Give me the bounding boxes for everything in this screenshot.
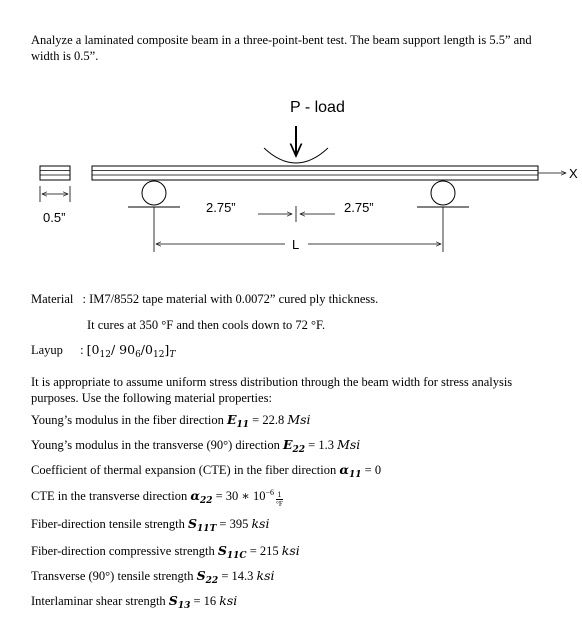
property-value: = 22.8 xyxy=(249,413,288,427)
property-text: CTE in the transverse direction xyxy=(31,489,191,503)
material-text: : IM7/8552 tape material with 0.0072” cured ply thickness. xyxy=(82,292,379,306)
layup-line: Layup : [$0_{12}/$ $90_6/0_{12}]_T$ xyxy=(31,342,176,360)
property-unit: ksi xyxy=(219,593,238,608)
property-value: = 395 xyxy=(216,517,252,531)
property-line xyxy=(31,462,381,478)
property-symbol: $S_{22}$ xyxy=(196,568,219,586)
load-label: P - load xyxy=(290,99,345,116)
cure-text: It cures at 350 °F and then cools down to 72 °F. xyxy=(87,318,326,332)
property-symbol: $E_{11}$ xyxy=(226,412,250,430)
property-text: Coefficient of thermal expansion (CTE) in the fiber direction xyxy=(31,463,340,477)
property-line xyxy=(31,593,237,609)
property-unit: Msi xyxy=(337,437,361,452)
beam-diagram xyxy=(0,0,582,290)
property-symbol: $S_{13}$ xyxy=(168,593,191,611)
property-unit: ksi xyxy=(251,516,270,531)
property-symbol: $E_{22}$ xyxy=(282,437,306,455)
beam xyxy=(92,166,538,180)
beam-cross-section xyxy=(40,166,70,180)
layup-label: Layup xyxy=(31,343,63,357)
material-label: Material xyxy=(31,292,74,306)
property-line: CTE in the transverse direction $\alpha_{22} = 30$ ∗ $10^{-6}$ $\frac{1}{^\circ F}$ xyxy=(31,488,283,508)
property-unit: ksi xyxy=(256,568,275,583)
property-text: Interlaminar shear strength xyxy=(31,594,169,608)
property-unit-fraction: $\frac{1}{^\circ F}$ xyxy=(276,490,283,508)
property-value: = 0 xyxy=(361,463,382,477)
axis-label: X xyxy=(569,166,578,181)
left-support xyxy=(128,181,180,252)
right-support xyxy=(417,181,469,252)
property-symbol: $\alpha_{22}$ xyxy=(190,488,213,506)
assumption-paragraph: It is appropriate to assume uniform stress distribution through the beam width for stress analysis purposes. Use the following material properties: xyxy=(31,375,513,405)
property-value: = 1.3 xyxy=(305,438,338,452)
property-value: = 14.3 xyxy=(218,569,257,583)
intro-paragraph: Analyze a laminated composite beam in a three-point-bent test. The beam support length is 5.5” and width is 0.5”. xyxy=(31,33,532,63)
length-label: L xyxy=(292,237,300,252)
property-line xyxy=(31,412,311,428)
property-symbol: $\alpha_{11}$ xyxy=(339,462,362,480)
property-text: Young’s modulus in the transverse (90°) direction xyxy=(31,438,283,452)
property-text: Fiber-direction tensile strength xyxy=(31,517,189,531)
width-label: 0.5” xyxy=(43,210,66,225)
layup-code: [$0_{12}/$ $90_6/0_{12}]_T$ xyxy=(86,342,176,360)
property-text: Young’s modulus in the fiber direction xyxy=(31,413,227,427)
property-text: Transverse (90°) tensile strength xyxy=(31,569,197,583)
property-value: = 16 xyxy=(190,594,220,608)
property-line xyxy=(31,568,275,584)
property-line xyxy=(31,437,360,453)
property-unit: ksi xyxy=(281,543,300,558)
property-symbol: $S_{11C}$ xyxy=(217,543,247,561)
property-value: = 215 xyxy=(246,544,282,558)
property-unit: Msi xyxy=(287,412,311,427)
property-value: = 30 ∗ 10 xyxy=(212,489,266,503)
property-symbol: $S_{11T}$ xyxy=(188,516,217,534)
right-span-label: 2.75” xyxy=(344,200,374,215)
material-line xyxy=(31,292,378,307)
property-line xyxy=(31,543,300,559)
property-text: Fiber-direction compressive strength xyxy=(31,544,218,558)
width-dimension xyxy=(40,186,70,202)
property-line xyxy=(31,516,269,532)
left-span-label: 2.75” xyxy=(206,200,236,215)
